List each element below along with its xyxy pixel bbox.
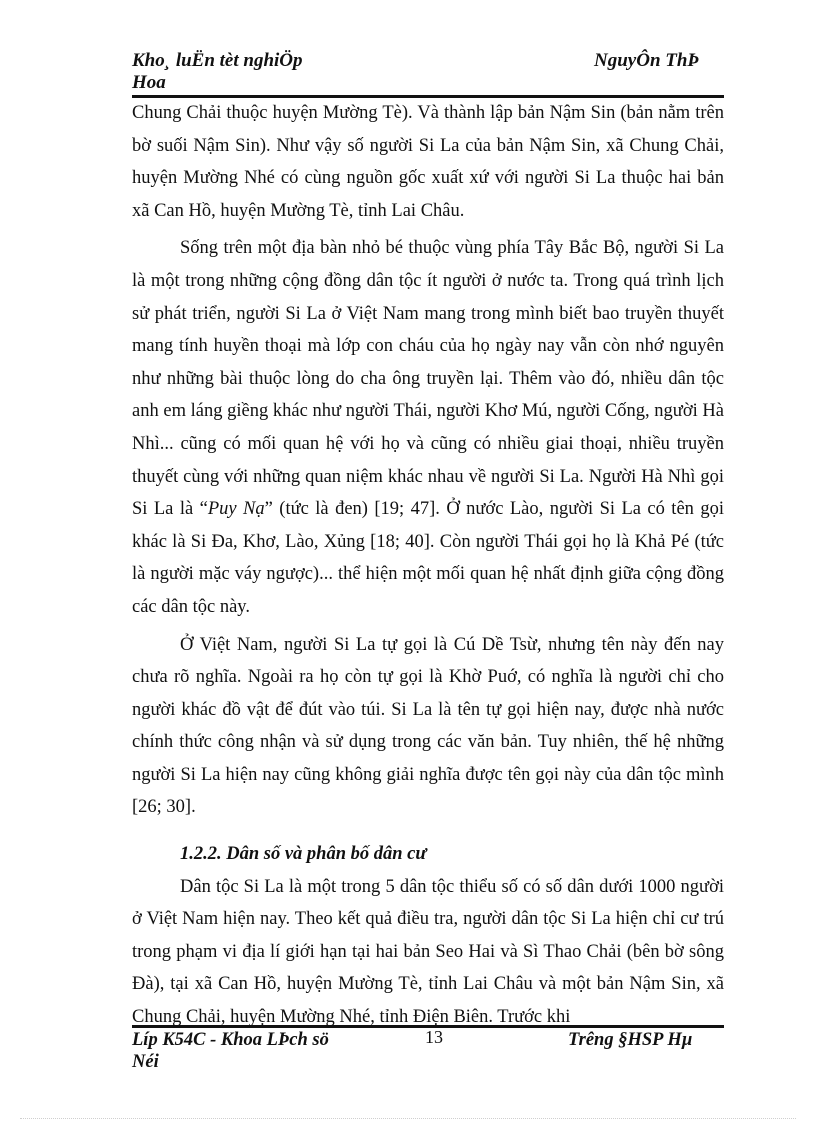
footer-class-info (132, 1029, 367, 1073)
header-title-line: Kho¸ luËn tèt nghiÖp (132, 50, 303, 71)
paragraph-2-text-a: Sống trên một địa bàn nhỏ bé thuộc vùng phía Tây Bắc Bộ, người Si La là một trong những cộng đồng dân tộc ít người ở nước ta. Trong quá trình lịch sử phát triển, người Si La ở Việt Nam mang trong mình biết bao truyền thuyết mang tính huyền thoại mà lớp con cháu của họ ngày nay vẫn còn nhớ nguyên như những bài thuộc lòng do cha ông truyền lại. Thêm vào đó, nhiều dân tộc anh em láng giềng khác như người Thái, người Khơ Mú, người Cống, người Hà Nhì... cũng có mối quan hệ với họ và cũng có nhiều giai thoại, nhiều truyền thuyết cùng với những quan niệm khác nhau về người Si La. Người Hà Nhì gọi Si La là “ (132, 238, 724, 520)
page-number: 13 (425, 1027, 443, 1047)
footer-class-line: Líp K54C - Khoa LÞch sö (132, 1030, 329, 1050)
paragraph-1: Chung Chải thuộc huyện Mường Tè). Và thành lập bản Nậm Sin (bản nằm trên bờ suối Nậm Sin). Như vậy số người Si La của bản Nậm Sin, xã Chung Chải, huyện Mường Nhé có cùng nguồn gốc xuất xứ với người Si La thuộc hai bản xã Can Hồ, huyện Mường Tè, tỉnh Lai Châu. (132, 103, 724, 221)
paragraph-2-italic-term: Puy Nạ (207, 499, 265, 520)
page-footer (132, 1029, 724, 1079)
footer-class-wrap: Néi (132, 1052, 159, 1072)
paragraph-2-text-b: ” (tức là đen) [19; 47]. Ở nước Lào, người Si La có tên gọi khác là Si Đa, Khơ, Lào, Xủng [18; 40]. Còn người Thái gọi họ là Khả Pé (tức là người mặc váy ngược)... thể hiện một mối quan hệ nhất định giữa cộng đồng các dân tộc này. (132, 499, 724, 617)
bottom-dotted-line (20, 1118, 796, 1119)
paragraph-3: Ở Việt Nam, người Si La tự gọi là Cú Dề Tsừ, nhưng tên này đến nay chưa rõ nghĩa. Ngoài ra họ còn tự gọi là Khờ Puớ, có nghĩa là người chỉ cho người khác đồ vật để đút vào túi. Si La là tên tự gọi hiện nay, được nhà nước chính thức công nhận và sử dụng trong các văn bản. Tuy nhiên, thế hệ những người Si La hiện nay cũng không giải nghĩa được tên gọi này của dân tộc mình [26; 30]. (132, 634, 724, 818)
header-author-name: NguyÔn ThÞ (594, 50, 700, 71)
paragraph-2 (132, 232, 724, 623)
header-title-wrap: Hoa (132, 72, 166, 93)
section-heading: 1.2.2. Dân số và phân bố dân cư (180, 844, 427, 865)
paragraph-4: Dân tộc Si La là một trong 5 dân tộc thiểu số có số dân dưới 1000 người ở Việt Nam hiện nay. Theo kết quả điều tra, người dân tộc Si La hiện chỉ cư trú trong phạm vi địa lí giới hạn tại hai bản Seo Hai và Sì Thao Chải (bên bờ sông Đà), tại xã Can Hồ, huyện Mường Tè, tỉnh Lai Châu và một bản Nậm Sin, xã Chung Chải, huyện Mường Nhé, tỉnh Điện Biên. Trước khi (132, 876, 724, 1028)
body-text (132, 97, 724, 1034)
header-thesis-title (132, 50, 342, 94)
footer-university: Trêng §HSP Hµ (568, 1030, 693, 1050)
page-header (132, 50, 724, 94)
